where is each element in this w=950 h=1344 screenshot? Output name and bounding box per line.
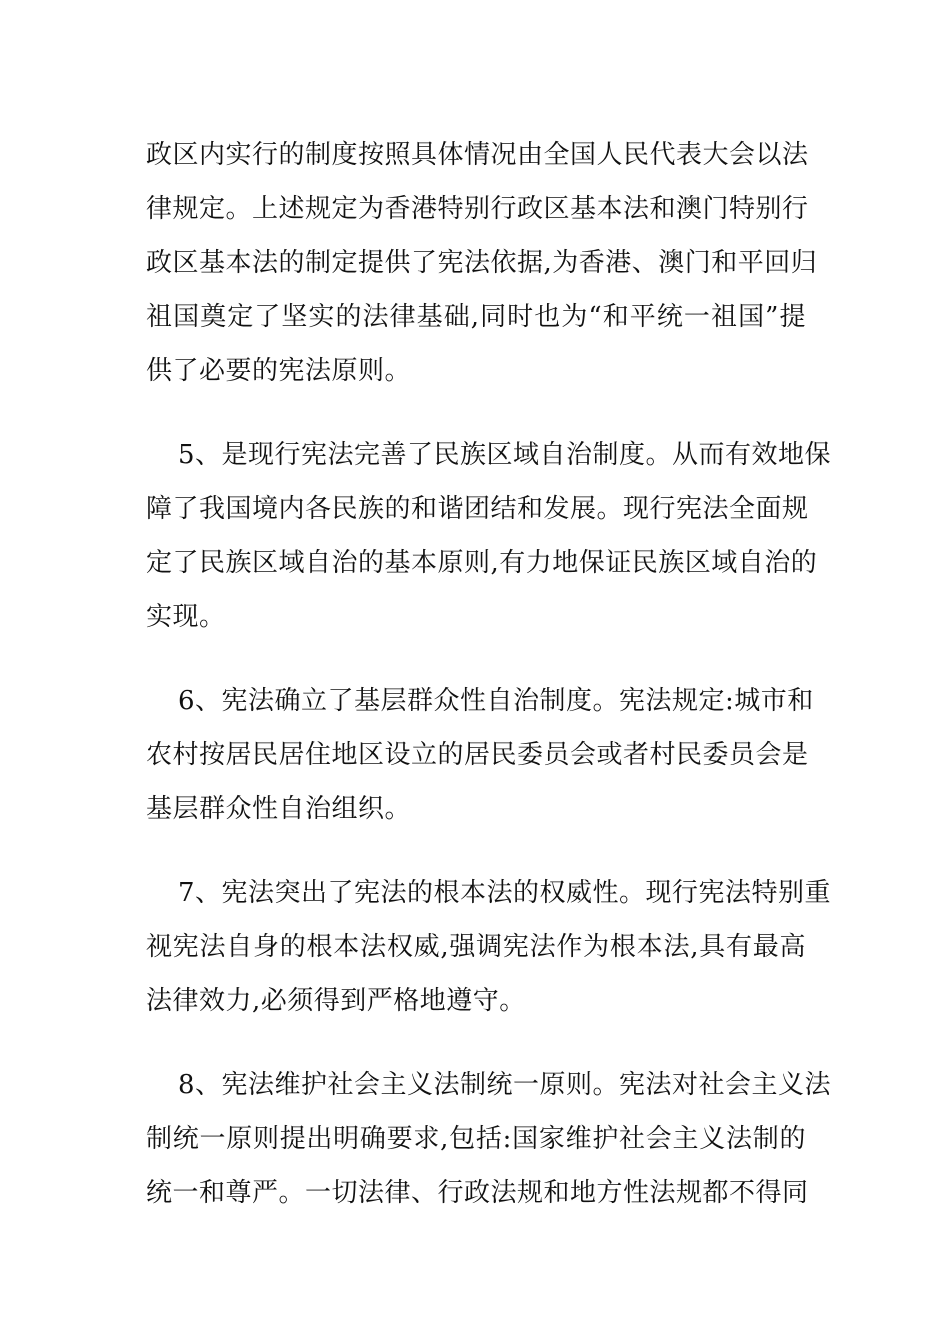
paragraph-item-8 [146,1058,832,1220]
text-line: 政区基本法的制定提供了宪法依据,为香港、澳门和平回归 [146,248,818,278]
paragraph-item-6 [146,674,814,836]
text-line: 实现。 [146,602,226,632]
text-line: 定了民族区域自治的基本原则,有力地保证民族区域自治的 [146,548,818,578]
text-line: 祖国奠定了坚实的法律基础,同时也为“和平统一祖国”提 [146,302,806,332]
paragraph-item-5 [146,428,832,644]
text-line: 供了必要的宪法原则。 [146,356,412,386]
text-line: 7、宪法突出了宪法的根本法的权威性。现行宪法特别重 [178,878,832,908]
text-line: 障了我国境内各民族的和谐团结和发展。现行宪法全面规 [146,494,809,524]
text-line: 统一和尊严。一切法律、行政法规和地方性法规都不得同 [146,1178,809,1208]
text-line: 政区内实行的制度按照具体情况由全国人民代表大会以法 [146,140,809,170]
paragraph-item-7 [146,866,832,1028]
text-line: 律规定。上述规定为香港特别行政区基本法和澳门特别行 [146,194,809,224]
text-line: 制统一原则提出明确要求,包括:国家维护社会主义法制的 [146,1124,806,1154]
paragraph-continuation [146,128,818,398]
text-line: 8、宪法维护社会主义法制统一原则。宪法对社会主义法 [178,1070,832,1100]
document-body [146,128,832,1250]
text-line: 视宪法自身的根本法权威,强调宪法作为根本法,具有最高 [146,932,806,962]
text-line: 6、宪法确立了基层群众性自治制度。宪法规定:城市和 [178,686,814,716]
text-line: 基层群众性自治组织。 [146,794,412,824]
text-line: 农村按居民居住地区设立的居民委员会或者村民委员会是 [146,740,809,770]
text-line: 5、是现行宪法完善了民族区域自治制度。从而有效地保 [178,440,832,470]
text-line: 法律效力,必须得到严格地遵守。 [146,986,526,1016]
